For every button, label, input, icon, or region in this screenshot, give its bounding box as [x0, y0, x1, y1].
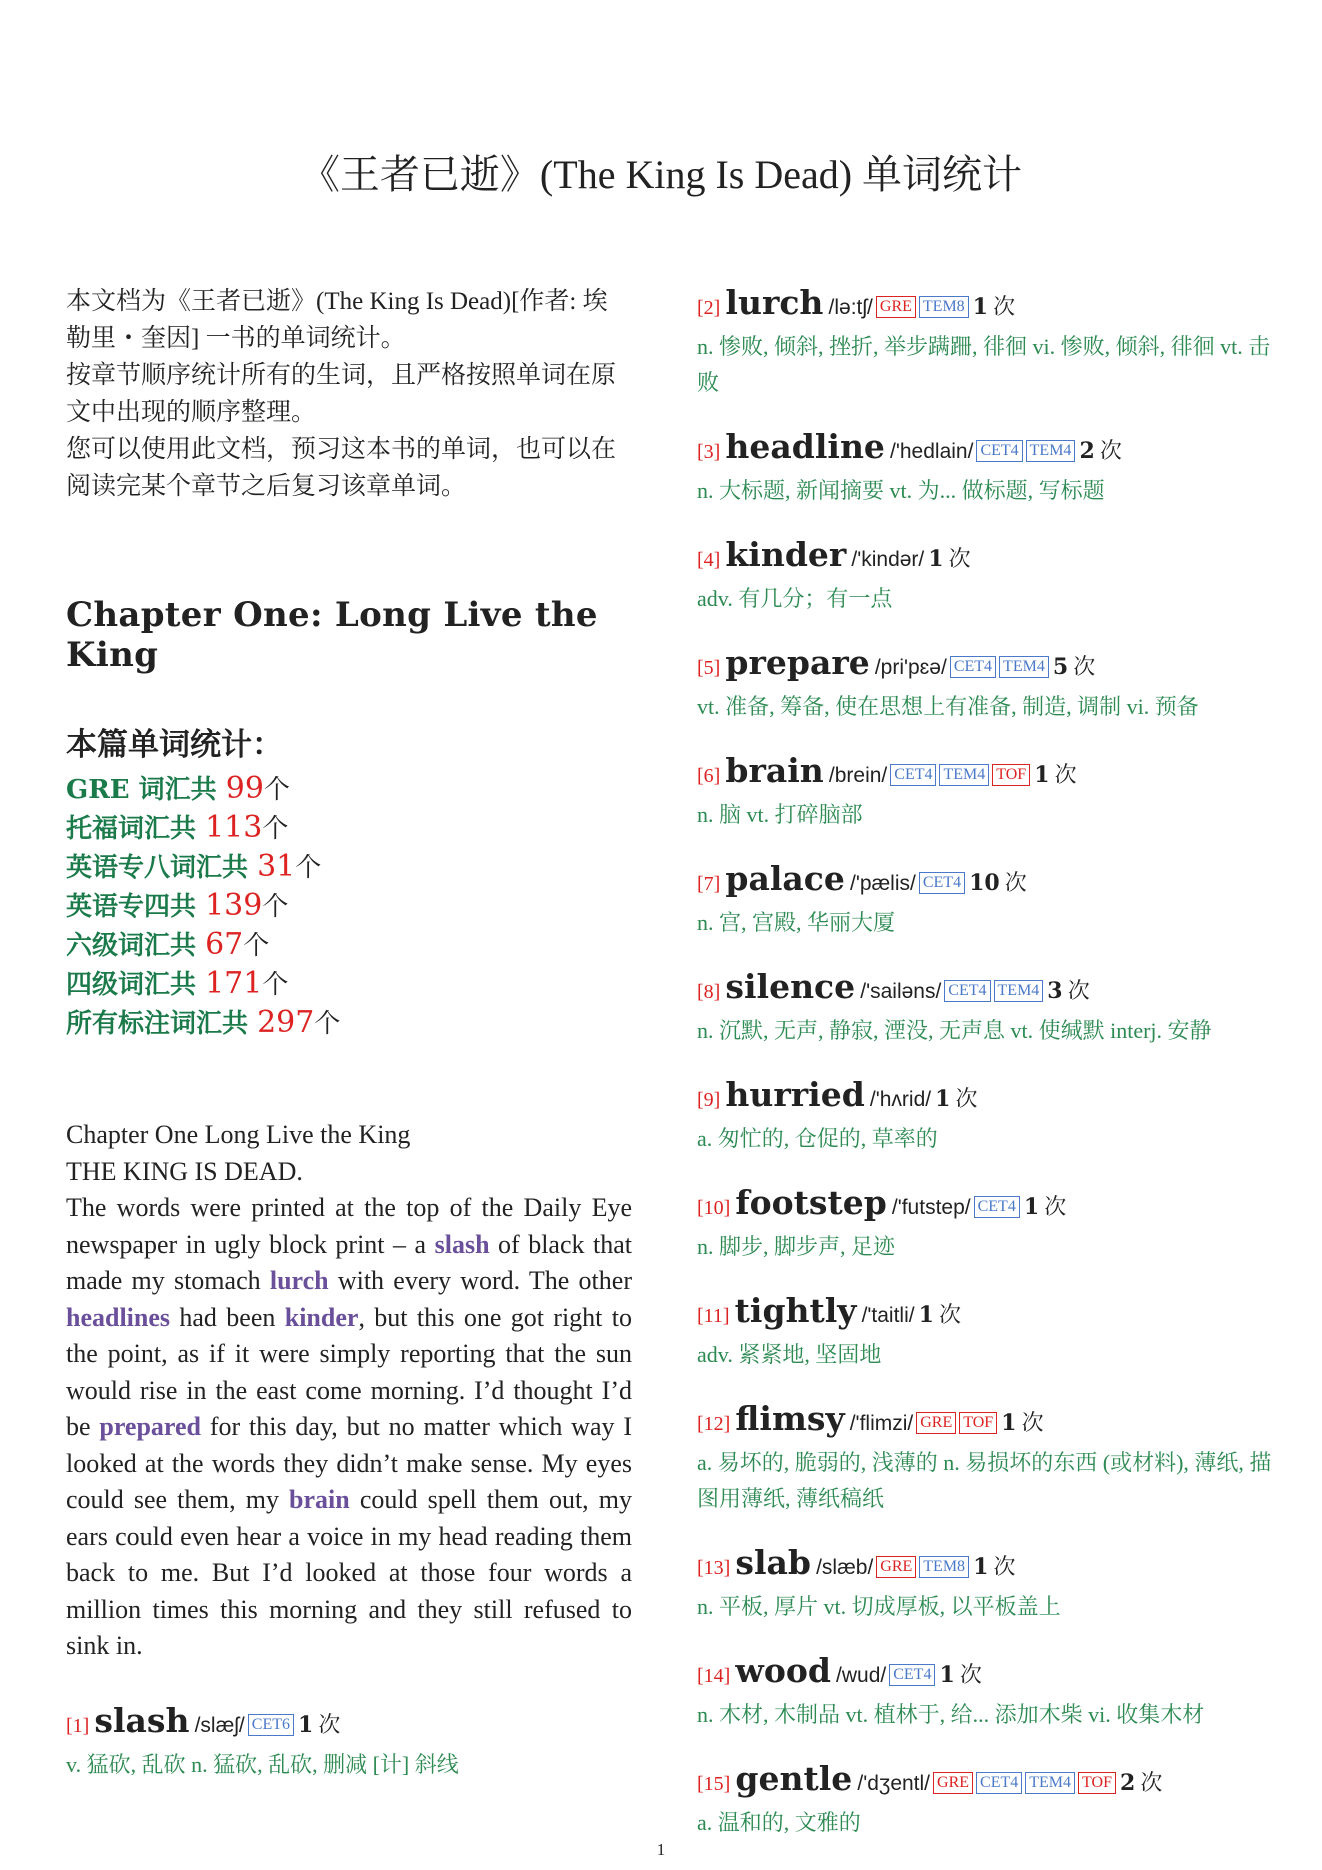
entry-times-label: 次 — [959, 1663, 982, 1688]
stat-line — [66, 926, 632, 965]
entry-times-label: 次 — [1067, 979, 1090, 1004]
intro-paragraph: 您可以使用此文档，预习这本书的单词，也可以在阅读完某个章节之后复习该章单词。 — [66, 436, 617, 500]
level-tag: CET4 — [919, 872, 965, 894]
entry-header — [697, 1183, 1277, 1229]
entry-word[interactable]: headline — [725, 427, 885, 466]
entry-definition: vt. 准备, 筹备, 使在思想上有准备, 制造, 调制 vi. 预备 — [697, 694, 1199, 719]
right-word-list — [697, 283, 1277, 1867]
entry-phonetic: /lə:tʃ/ — [828, 296, 873, 319]
entry-header — [697, 859, 1277, 905]
entry-times-label: 次 — [1054, 763, 1077, 788]
entry-count: 2 — [1119, 1770, 1136, 1796]
entry-header — [697, 1759, 1277, 1805]
stat-value: 297 — [257, 1005, 315, 1040]
stats-title: 本篇单词统计： — [66, 727, 283, 763]
stat-label: 四级词汇共 — [66, 970, 206, 1000]
level-tag: GRE — [876, 296, 916, 318]
entry-header — [697, 1399, 1277, 1445]
entry-word[interactable]: silence — [725, 967, 856, 1006]
level-tag: TOF — [992, 764, 1030, 786]
entry-index: [9] — [697, 1089, 721, 1111]
highlighted-word[interactable]: headlines — [66, 1302, 171, 1332]
entry-word[interactable]: brain — [725, 751, 824, 790]
entry-phonetic: /slæʃ/ — [194, 1713, 245, 1737]
level-tag: TEM4 — [939, 764, 989, 786]
entry-times-label: 次 — [1044, 1195, 1067, 1220]
entry-times-label: 次 — [939, 1303, 962, 1328]
entry-phonetic: /'futstep/ — [891, 1196, 971, 1219]
level-tag: TEM4 — [1025, 1772, 1075, 1794]
entry-header — [697, 1543, 1277, 1589]
word-entry — [697, 1651, 1277, 1733]
entry-word[interactable]: flimsy — [735, 1399, 845, 1438]
word-entry — [697, 1183, 1277, 1265]
entry-phonetic: /'kindər/ — [851, 548, 925, 571]
entry-index: [10] — [697, 1197, 731, 1219]
page-title: 《王者已逝》(The King Is Dead) 单词统计 — [299, 152, 1023, 197]
entry-word[interactable]: kinder — [725, 535, 847, 574]
level-tag: TOF — [1078, 1772, 1116, 1794]
entry-count: 1 — [1001, 1410, 1017, 1436]
left-column — [66, 283, 632, 1809]
word-entry — [697, 1543, 1277, 1625]
entry-count: 1 — [918, 1302, 934, 1328]
stat-value: 99 — [225, 771, 264, 806]
word-entry — [66, 1701, 632, 1783]
entry-definition: n. 木材, 木制品 vt. 植林于, 给... 添加木柴 vi. 收集木材 — [697, 1702, 1205, 1727]
entry-word[interactable]: hurried — [725, 1075, 865, 1114]
chapter-text-headline: THE KING IS DEAD. — [66, 1156, 303, 1186]
entry-count: 5 — [1052, 654, 1069, 680]
entry-count: 1 — [298, 1711, 314, 1738]
stat-line — [66, 770, 632, 809]
stat-line — [66, 809, 632, 848]
entry-word[interactable]: gentle — [735, 1759, 853, 1798]
level-tag: CET4 — [889, 1664, 935, 1686]
entry-header — [697, 1075, 1277, 1121]
chapter-heading: Chapter One: Long Live the King — [66, 595, 598, 675]
entry-word[interactable]: slab — [735, 1543, 811, 1582]
word-entry — [697, 1291, 1277, 1373]
stat-line — [66, 1004, 632, 1043]
stat-line — [66, 965, 632, 1004]
entry-word[interactable]: wood — [735, 1651, 831, 1690]
level-tag: GRE — [933, 1772, 973, 1794]
entry-index: [14] — [697, 1665, 731, 1687]
entry-count: 1 — [928, 546, 944, 572]
entry-count: 1 — [939, 1662, 955, 1688]
entry-phonetic: /'dʒentl/ — [857, 1772, 931, 1795]
entry-index: [15] — [697, 1773, 731, 1795]
word-entry — [697, 535, 1277, 617]
entry-index: [3] — [697, 441, 721, 463]
entry-word[interactable]: tightly — [734, 1291, 857, 1330]
entry-header — [697, 535, 1277, 581]
entry-word[interactable]: lurch — [725, 283, 824, 322]
entry-phonetic: /pri'pɛə/ — [874, 656, 947, 679]
entry-count: 1 — [935, 1086, 951, 1112]
entry-phonetic: /'taitli/ — [861, 1304, 915, 1327]
stat-line — [66, 848, 632, 887]
entry-count: 3 — [1047, 978, 1063, 1004]
entry-index: [1] — [66, 1714, 90, 1737]
level-tag: TEM8 — [919, 1556, 969, 1578]
entry-header — [66, 1701, 632, 1747]
word-entry — [697, 751, 1277, 833]
word-entry — [697, 643, 1277, 725]
level-tag: CET4 — [976, 1772, 1022, 1794]
stat-label: 英语专四共 — [66, 892, 206, 922]
highlighted-word[interactable]: lurch — [269, 1266, 329, 1295]
entry-definition: n. 平板, 厚片 vt. 切成厚板, 以平板盖上 — [697, 1594, 1061, 1619]
entry-times-label: 次 — [1021, 1411, 1044, 1436]
stats-list — [66, 770, 632, 1043]
entry-index: [7] — [697, 873, 721, 895]
stat-label: GRE 词汇共 — [66, 775, 226, 805]
entry-index: [6] — [697, 765, 721, 787]
entry-count: 10 — [969, 870, 1000, 896]
entry-times-label: 次 — [1140, 1771, 1163, 1796]
entry-phonetic: /'flimzi/ — [849, 1412, 914, 1435]
entry-index: [12] — [697, 1413, 731, 1435]
intro-paragraph: 按章节顺序统计所有的生词，且严格按照单词在原文中出现的顺序整理。 — [66, 362, 617, 426]
entry-definition: adv. 紧紧地, 坚固地 — [697, 1342, 882, 1367]
entry-times-label: 次 — [1073, 655, 1096, 680]
stat-value: 113 — [205, 810, 263, 845]
entry-definition: n. 脚步, 脚步声, 足迹 — [697, 1234, 896, 1259]
level-tag: CET4 — [976, 440, 1022, 462]
stat-unit: 个 — [262, 970, 289, 1000]
stat-label: 托福词汇共 — [66, 814, 206, 844]
entry-header — [697, 1291, 1277, 1337]
entry-definition: n. 宫, 宫殿, 华丽大厦 — [697, 910, 896, 935]
entry-times-label: 次 — [1004, 871, 1027, 896]
entry-count: 1 — [973, 1554, 989, 1580]
level-tag: TEM4 — [994, 980, 1044, 1002]
entry-definition: a. 易坏的, 脆弱的, 浅薄的 n. 易损坏的东西 (或材料), 薄纸, 描图用薄纸, 薄纸稿纸 — [697, 1450, 1272, 1511]
word-entry — [697, 1759, 1277, 1841]
stat-unit: 个 — [262, 814, 289, 844]
entry-times-label: 次 — [993, 295, 1016, 320]
intro — [66, 283, 632, 505]
level-tag: CET4 — [974, 1196, 1020, 1218]
entry-times-label: 次 — [955, 1087, 978, 1112]
word-entry — [697, 859, 1277, 941]
level-tag: TEM4 — [999, 656, 1049, 678]
stat-line — [66, 887, 632, 926]
stat-value: 67 — [205, 927, 244, 962]
word-entry — [697, 967, 1277, 1049]
level-tag: CET4 — [944, 980, 990, 1002]
entry-times-label: 次 — [948, 547, 971, 572]
entry-header — [697, 967, 1277, 1013]
entry-phonetic: /'sailəns/ — [860, 980, 942, 1003]
word-entry — [697, 1075, 1277, 1157]
entry-phonetic: /wud/ — [836, 1664, 887, 1687]
entry-word[interactable]: footstep — [735, 1183, 887, 1222]
level-tag: GRE — [876, 1556, 916, 1578]
word-entry — [697, 427, 1277, 509]
entry-definition: n. 惨败, 倾斜, 挫折, 举步蹒跚, 徘徊 vi. 惨败, 倾斜, 徘徊 vt. 击败 — [697, 334, 1271, 395]
stat-unit: 个 — [243, 931, 270, 961]
entry-index: [11] — [697, 1305, 730, 1327]
level-tag: GRE — [916, 1412, 956, 1434]
stat-label: 英语专八词汇共 — [66, 853, 258, 883]
entry-phonetic: /brein/ — [828, 764, 888, 787]
entry-header — [697, 751, 1277, 797]
entry-phonetic: /'pælis/ — [849, 872, 916, 895]
word-entry — [697, 1399, 1277, 1517]
level-tag: CET6 — [248, 1714, 294, 1736]
entry-phonetic: /'hedlain/ — [890, 440, 974, 463]
stats-section — [66, 719, 632, 1043]
stat-unit: 个 — [314, 1009, 341, 1039]
stat-unit: 个 — [295, 853, 322, 883]
entry-count: 1 — [1023, 1194, 1040, 1220]
highlighted-word[interactable]: prepared — [99, 1412, 201, 1441]
entry-header — [697, 643, 1277, 689]
entry-index: [5] — [697, 657, 721, 679]
level-tag: TOF — [959, 1412, 997, 1434]
entry-header — [697, 283, 1277, 329]
entry-header — [697, 427, 1277, 473]
entry-word[interactable]: prepare — [725, 643, 870, 682]
word-entry — [697, 283, 1277, 401]
paragraph-text: The words were printed at the top of the Daily Eye newspaper in ugly block print – a slash of black that made my stomach lurch with every word. The other headlines had been kinder, but this one got right to the point, as if it were simply reporting that the sun would rise in the east come morning. I’d thought I’d be prepared for this day, but no matter which way I looked at the words they didn’t make sense. My eyes could see them, my brain could spell them out, my ears could even hear a voice in my head reading them back to me. But I’d looked at those four words a million times this morning and they still refused to sink in. — [66, 1193, 633, 1660]
entry-definition: v. 猛砍, 乱砍 n. 猛砍, 乱砍, 删减 [计] 斜线 — [66, 1751, 459, 1777]
entry-definition: adv. 有几分；有一点 — [697, 586, 893, 611]
stat-label: 六级词汇共 — [66, 931, 206, 961]
entry-definition: a. 匆忙的, 仓促的, 草率的 — [697, 1126, 938, 1151]
entry-times-label: 次 — [993, 1555, 1016, 1580]
level-tag: CET4 — [950, 656, 996, 678]
highlighted-word[interactable]: slash — [434, 1229, 490, 1259]
entry-count: 1 — [972, 294, 988, 320]
entry-count: 2 — [1079, 438, 1095, 464]
level-tag: TEM8 — [919, 296, 969, 318]
chapter-text — [66, 1117, 632, 1665]
entry-header — [697, 1651, 1277, 1697]
stat-unit: 个 — [262, 892, 289, 922]
highlighted-word[interactable]: brain — [289, 1485, 350, 1514]
entry-phonetic: /slæb/ — [816, 1556, 874, 1579]
stat-value: 139 — [205, 888, 263, 923]
left-word-list — [66, 1701, 632, 1783]
intro-paragraph: 本文档为《王者已逝》(The King Is Dead)[作者: 埃勒里・奎因] 一书的单词统计。 — [66, 288, 608, 352]
entry-index: [13] — [697, 1557, 731, 1579]
stat-unit: 个 — [263, 775, 290, 805]
entry-index: [8] — [697, 981, 721, 1003]
stat-value: 31 — [257, 849, 296, 884]
highlighted-word[interactable]: kinder — [284, 1302, 359, 1332]
entry-times-label: 次 — [318, 1712, 341, 1738]
entry-definition: n. 沉默, 无声, 静寂, 湮没, 无声息 vt. 使缄默 interj. 安静 — [697, 1018, 1212, 1043]
entry-definition: a. 温和的, 文雅的 — [697, 1810, 861, 1835]
entry-definition: n. 大标题, 新闻摘要 vt. 为... 做标题, 写标题 — [697, 478, 1105, 503]
level-tag: TEM4 — [1026, 440, 1076, 462]
entry-index: [2] — [697, 297, 721, 319]
entry-word[interactable]: slash — [94, 1700, 190, 1740]
chapter-text-title: Chapter One Long Live the King — [66, 1120, 411, 1149]
entry-word[interactable]: palace — [725, 859, 845, 898]
entry-index: [4] — [697, 549, 721, 571]
entry-times-label: 次 — [1099, 439, 1122, 464]
entry-count: 1 — [1034, 762, 1050, 788]
entry-definition: n. 脑 vt. 打碎脑部 — [697, 802, 863, 827]
stat-label: 所有标注词汇共 — [66, 1009, 258, 1039]
stat-value: 171 — [205, 966, 263, 1001]
level-tag: CET4 — [890, 764, 936, 786]
entry-phonetic: /'hʌrid/ — [869, 1088, 932, 1111]
page-number: 1 — [656, 1840, 666, 1859]
